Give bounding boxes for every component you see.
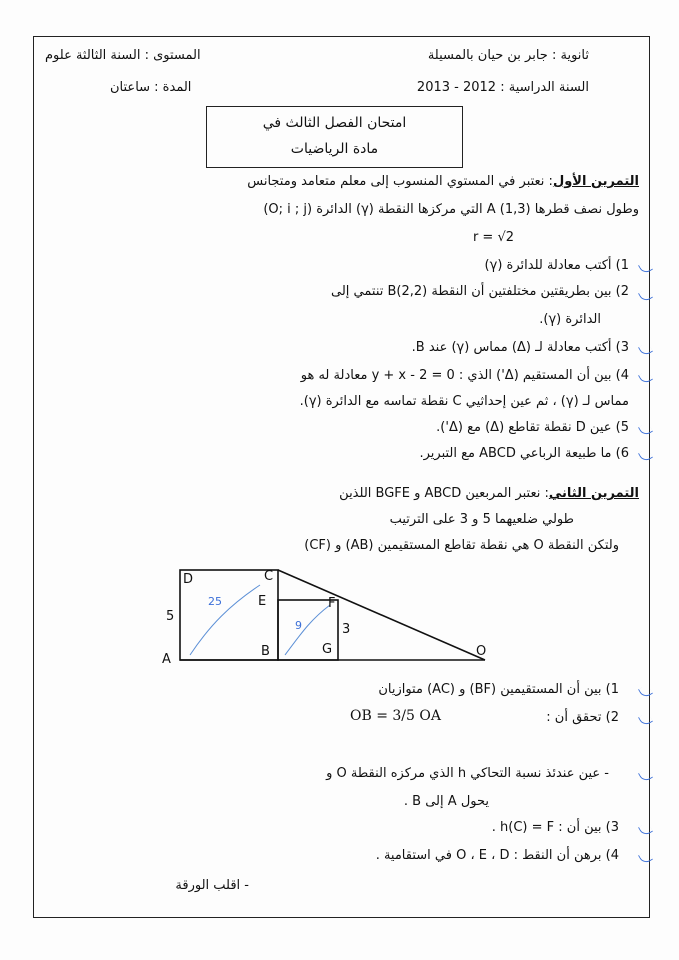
area-25: 25 [208,595,222,608]
shading-scribble [190,585,260,655]
exercise1-intro-text: : نعتبر في المستوي المنسوب إلى معلم متعامد ومتجانس [247,174,553,189]
exam-title-line2: مادة الرياضيات [290,141,379,157]
exercise2-intro [339,486,639,501]
label-o: O [476,644,487,659]
squares-figure [150,555,510,675]
turn-page-note: - اقلب الورقة [175,878,249,893]
label-b: B [261,644,270,659]
exercise1-q4b: مماس لـ (γ) ، ثم عين إحداثيي C نقطة تماسه مع الدائرة (γ). [299,394,629,409]
exam-title-box [206,106,463,168]
label-five: 5 [166,609,175,624]
exercise1-q1: 1) أكتب معادلة للدائرة (γ) [484,258,629,273]
exercise1-q2a: 2) بين بطريقتين مختلفتين أن النقطة B(2,2) تنتمي إلى [331,284,629,299]
exercise2-q2c: يحول A إلى B . [403,794,489,809]
exercise2-line3: ولتكن النقطة O هي نقطة تقاطع المستقيمين (AB) و (CF) [304,538,619,553]
exercise1-q6: 6) ما طبيعة الرباعي ABCD مع التبرير. [419,446,629,461]
exercise1-line2: (O; i ; j) الدائرة (γ) التي مركزها النقطة A (1,3) وطول نصف قطرها [263,202,639,217]
area-9: 9 [295,619,302,632]
exercise2-q2b: - عين عندئذ نسبة التحاكي h الذي مركزه النقطة O و [326,766,609,781]
label-f: F [328,596,336,611]
exercise1-q5: 5) عين D نقطة تقاطع (Δ) مع (Δ'). [436,420,629,435]
label-a: A [162,652,171,667]
label-d: D [183,572,194,587]
exercise1-heading: التمرين الأول [552,174,639,189]
label-c: C [264,569,274,584]
exercise2-q1: 1) بين أن المستقيمين (BF) و (AC) متوازيان [378,682,619,697]
exercise2-intro-text: : نعتبر المربعين ABCD و BGFE اللذين [339,486,549,501]
exercise2-q4: 4) برهن أن النقط : O ، E ، D في استقامية . [375,848,619,863]
exercise2-heading: التمرين الثاني [548,486,639,501]
exercise1-q4a: 4) بين أن المستقيم (Δ') الذي : y + x - 2 = 0 معادلة له هو [300,368,629,383]
label-e: E [258,594,267,609]
duration: المدة : ساعتان [110,80,192,95]
exercise1-q2b: الدائرة (γ). [539,312,601,327]
line-cf [278,570,485,660]
exercise1-q3: 3) أكتب معادلة لـ (Δ) مماس (γ) عند B. [411,340,629,355]
exercise2-q3: 3) بين أن : h(C) = F . [491,820,619,835]
exercise1-intro [247,174,639,189]
vector-equation: OB = 3/5 OA [350,708,441,724]
exam-title-line1: امتحان الفصل الثالث في [262,115,407,131]
page-border [33,36,650,918]
exercise1-radius: r = √2 [472,230,514,245]
label-g: G [322,642,333,657]
school-year: السنة الدراسية : 2012 - 2013 [416,80,589,95]
school-name: ثانوية : جابر بن حيان بالمسيلة [427,48,589,63]
label-three: 3 [342,622,351,637]
exercise2-q2: 2) تحقق أن : [546,710,619,725]
level: المستوى : السنة الثالثة علوم [45,48,201,63]
exercise2-line2: طولي ضلعيهما 5 و 3 على الترتيب [389,512,574,527]
